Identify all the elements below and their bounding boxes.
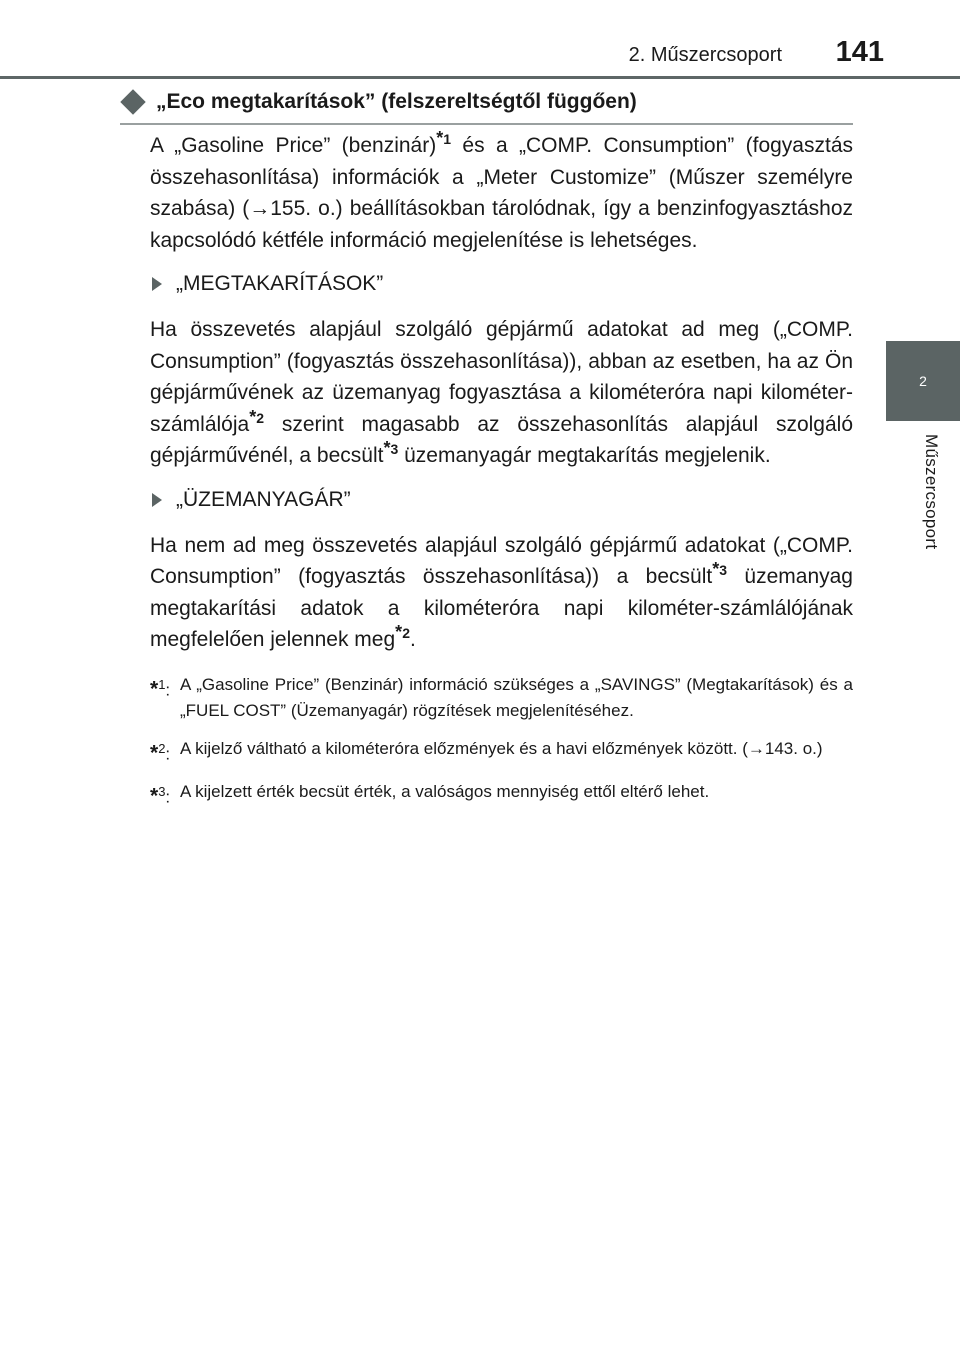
fuel-cost-paragraph: Ha nem ad meg összevetés alapjául szolgáló gépjármű adatokat („COMP. Consumption” (fogyasztás összehasonlítása)) a becsült$^{*3}$ üzemanyag megtakarítási adatok a kilométeróra napi kilométer-számlálójának megfelelően jelennek meg$^{*2}$. [150,533,853,651]
header-chapter: 2. Műszercsoport [628,44,782,66]
chapter-side-label: Műszercsoport [922,434,941,550]
chapter-tab [886,341,960,421]
bullet-savings [150,272,853,296]
section-rule [120,123,853,125]
footnote-1: *$^1$: A „Gasoline Price” (Benzinár) információ szükséges a „SAVINGS” (Megtakarítások) és a „FUEL COST” (Üzemanyagár) rögzítések megjelenítéséhez. [150,674,853,720]
bullet-fuel-cost [150,488,853,512]
bullet-title: „MEGTAKARÍTÁSOK” [176,272,384,295]
footnote-3: *$^3$: A kijelzett érték becsüt érték, a valóságos mennyiség ettől eltérő lehet. [150,782,710,808]
triangle-bullet-icon [152,493,162,507]
header-rule [0,76,960,79]
savings-paragraph: Ha összevetés alapjául szolgáló gépjármű adatokat ad meg („COMP. Consumption” (fogyasztás összehasonlítása)), abban az esetben, ha az Ön gépjárművének az üzemanyag fogyasztása a kilométeróra napi kilométer-számlálója$^{*2}$ szerint magasabb az összehasonlítás alapjául szolgáló gépjárművénél, a becsült$^{*3}$ üzemanyagár megtakarítás megjelenik. [150,318,853,467]
chapter-tab-number: 2 [919,373,927,389]
footnote-ref: *2 [395,622,410,642]
diamond-icon [120,89,145,114]
footnote-ref: *3 [712,559,728,579]
page-number: 141 [835,36,884,68]
footnote-2: *$^2$: A kijelző váltható a kilométeróra előzmények és a havi előzmények között. (→143. o.) [150,738,823,765]
arrow-icon: → [747,738,765,758]
content [150,130,853,823]
section-title: „Eco megtakarítások” (felszereltségtől függően) [156,90,637,113]
footnote-ref: *2 [249,406,265,427]
footnote-ref: *1 [436,128,452,148]
intro-paragraph: A „Gasoline Price” (benzinár)$^{*1}$ és a „COMP. Consumption” (fogyasztás összehasonlítása) információk a „Meter Customize” (Műszer személyre szabása) (→155. o.) beállításokban tárolódnak, így a benzinfogyasztáshoz kapcsolódó kétféle információ megjelenítése is lehetséges. [150,128,853,252]
bullet-title: „ÜZEMANYAGÁR” [176,487,351,511]
footnote-ref: *3 [383,438,399,458]
triangle-bullet-icon [152,277,162,291]
arrow-icon: → [249,197,271,220]
section-heading [120,90,853,114]
